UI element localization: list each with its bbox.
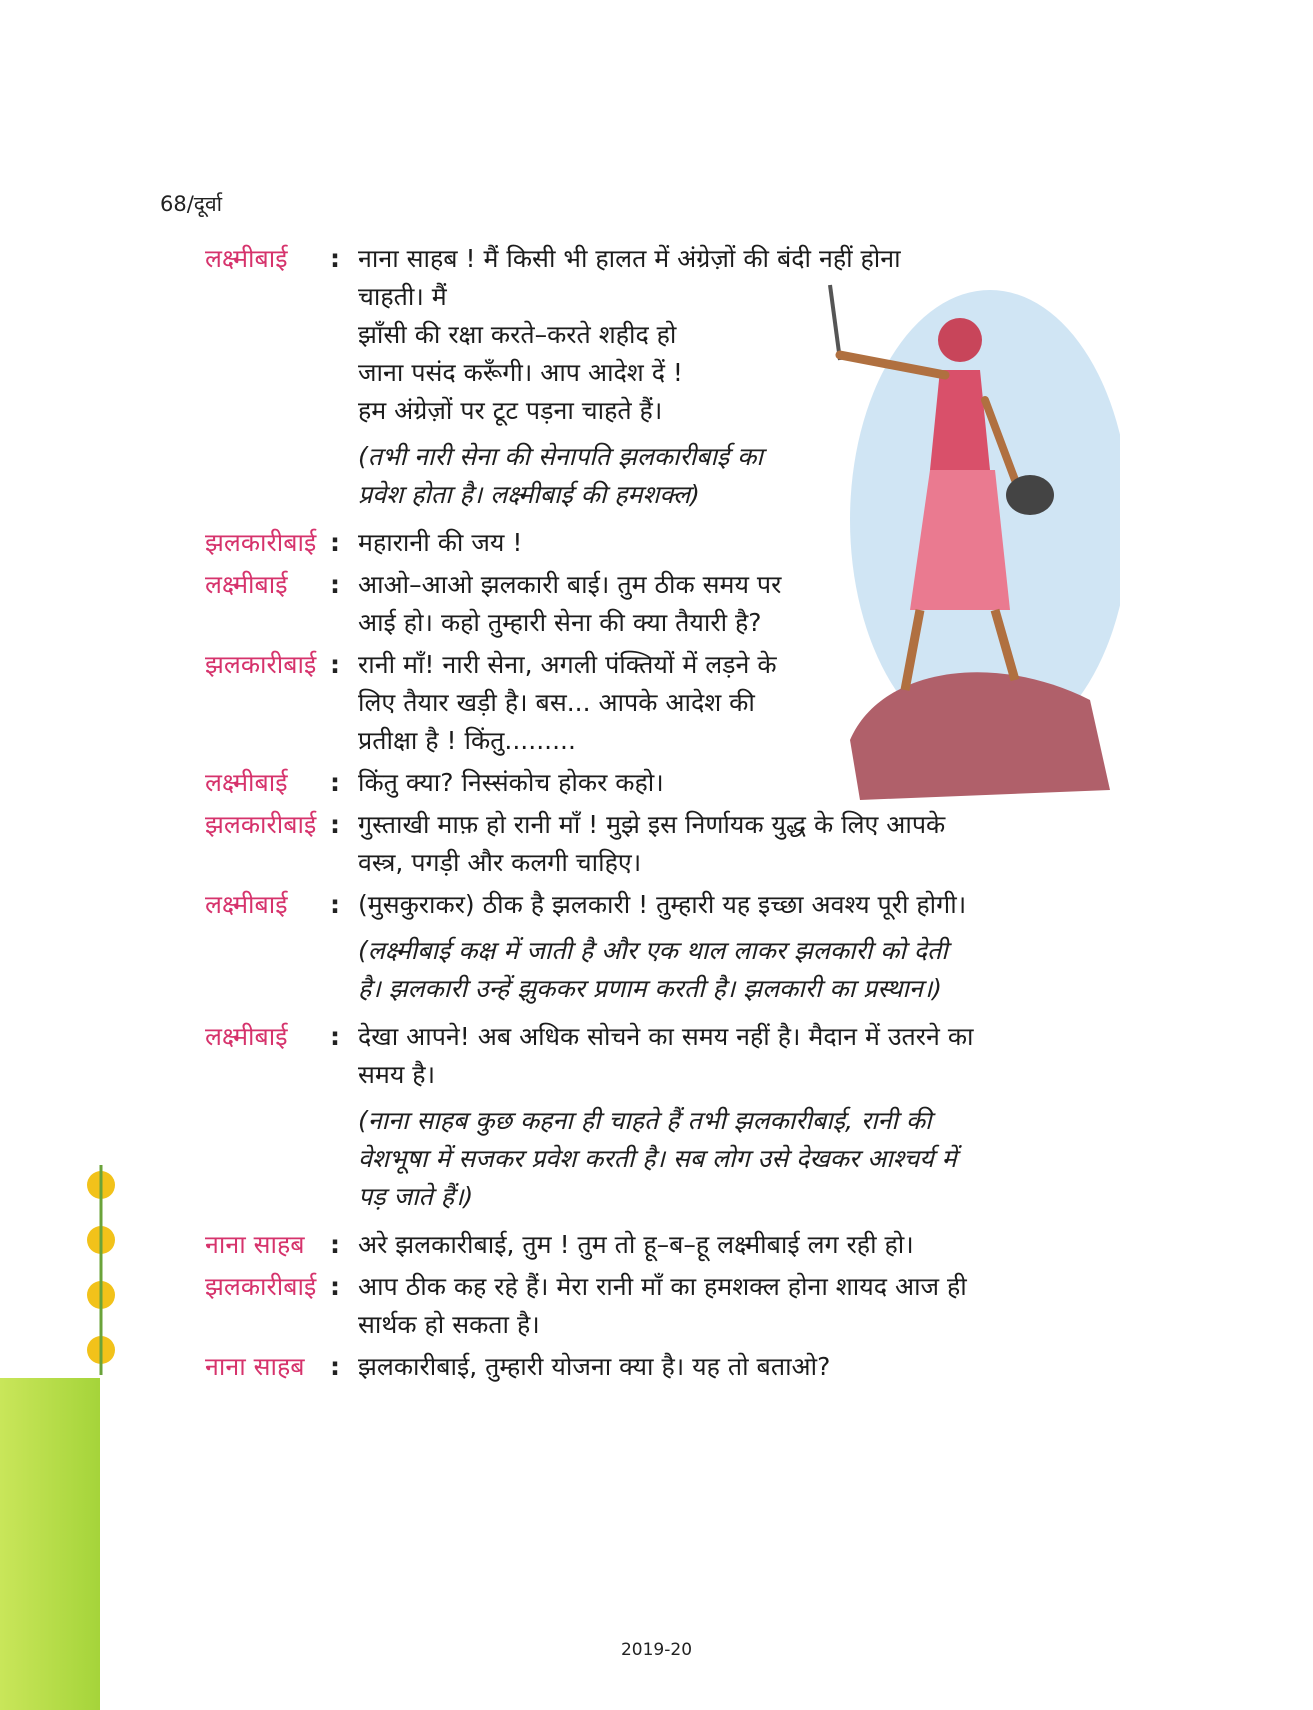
speech-text: (मुसकुराकर) ठीक है झलकारी ! तुम्हारी यह इच्छा अवश्य पूरी होगी। bbox=[358, 890, 967, 919]
dialogue-line: लक्ष्मीबाई : किंतु क्या? निस्संकोच होकर कहो। bbox=[205, 764, 1125, 802]
speech-text: किंतु क्या? निस्संकोच होकर कहो। bbox=[358, 768, 664, 797]
dialogue-line: लक्ष्मीबाई : नाना साहब ! मैं किसी भी हालत में अंग्रेज़ों की बंदी नहीं होना चाहती। मैं झाँसी की रक्षा करते–करते शहीद हो जाना पसंद करूँगी। आप आदेश दें ! हम अंग्रेज़ों पर टूट पड़ना चाहते हैं। bbox=[205, 240, 1125, 430]
dialogue-line: झलकारीबाई : महारानी की जय ! bbox=[205, 524, 1125, 562]
speaker-label: झलकारीबाई bbox=[205, 528, 317, 557]
speech-text: आओ–आओ झलकारी बाई। तुम ठीक समय पर आई हो। कहो तुम्हारी सेना की क्या तैयारी है? bbox=[358, 570, 782, 637]
speaker-label: नाना साहब bbox=[205, 1352, 305, 1381]
dialogue-line: नाना साहब : झलकारीबाई, तुम्हारी योजना क्या है। यह तो बताओ? bbox=[205, 1348, 1125, 1386]
dialogue-line: लक्ष्मीबाई : आओ–आओ झलकारी बाई। तुम ठीक समय पर आई हो। कहो तुम्हारी सेना की क्या तैयारी है? bbox=[205, 566, 1125, 642]
dialogue-line: झलकारीबाई : रानी माँ! नारी सेना, अगली पंक्तियों में लड़ने के लिए तैयार खड़ी है। बस... आपके आदेश की प्रतीक्षा है ! किंतु......... bbox=[205, 646, 1125, 760]
speech-text: देखा आपने! अब अधिक सोचने का समय नहीं है। मैदान में उतरने का समय है। bbox=[358, 1022, 974, 1089]
footer-year: 2019-20 bbox=[620, 1640, 693, 1660]
speaker-label: लक्ष्मीबाई bbox=[205, 570, 288, 599]
speech-text: महारानी की जय ! bbox=[358, 528, 523, 557]
speech-text: गुस्ताखी माफ़ हो रानी माँ ! मुझे इस निर्णायक युद्ध के लिए आपके वस्त्र, पगड़ी और कलगी चाहिए। bbox=[358, 810, 946, 877]
green-page-band bbox=[0, 1378, 100, 1710]
page-number-header: 68/दूर्वा bbox=[160, 192, 223, 216]
speech-text: अरे झलकारीबाई, तुम ! तुम तो हू–ब–हू लक्ष्मीबाई लग रही हो। bbox=[358, 1230, 914, 1259]
speaker-label: लक्ष्मीबाई bbox=[205, 1022, 288, 1051]
stage-direction: (लक्ष्मीबाई कक्ष में जाती है और एक थाल लाकर झलकारी को देती है। झलकारी उन्हें झुककर प्रणाम करती है। झलकारी का प्रस्थान।) bbox=[358, 936, 948, 1003]
stage-direction: (नाना साहब कुछ कहना ही चाहते हैं तभी झलकारीबाई, रानी की वेशभूषा में सजकर प्रवेश करती है। सब लोग उसे देखकर आश्चर्य में पड़ जाते हैं।) bbox=[358, 1106, 957, 1211]
dialogue-line: लक्ष्मीबाई : (मुसकुराकर) ठीक है झलकारी ! तुम्हारी यह इच्छा अवश्य पूरी होगी। bbox=[205, 886, 1125, 924]
dialogue-line: नाना साहब : अरे झलकारीबाई, तुम ! तुम तो हू–ब–हू लक्ष्मीबाई लग रही हो। bbox=[205, 1226, 1125, 1264]
stage-direction: (तभी नारी सेना की सेनापति झलकारीबाई का प्रवेश होता है। लक्ष्मीबाई की हमशक्ल) bbox=[358, 442, 763, 509]
speech-text: झलकारीबाई, तुम्हारी योजना क्या है। यह तो बताओ? bbox=[358, 1352, 831, 1381]
speaker-label: झलकारीबाई bbox=[205, 810, 317, 839]
dialogue-line: झलकारीबाई : गुस्ताखी माफ़ हो रानी माँ ! मुझे इस निर्णायक युद्ध के लिए आपके वस्त्र, पगड़ी और कलगी चाहिए। bbox=[205, 806, 1125, 882]
speaker-label: झलकारीबाई bbox=[205, 1272, 317, 1301]
speaker-label: झलकारीबाई bbox=[205, 650, 317, 679]
speech-text: रानी माँ! नारी सेना, अगली पंक्तियों में लड़ने के लिए तैयार खड़ी है। बस... आपके आदेश की प्रतीक्षा है ! किंतु......... bbox=[358, 650, 777, 755]
speaker-label: लक्ष्मीबाई bbox=[205, 768, 288, 797]
speech-text: नाना साहब ! मैं किसी भी हालत में अंग्रेज़ों की बंदी नहीं होना चाहती। मैं झाँसी की रक्षा करते–करते शहीद हो जाना पसंद करूँगी। आप आदेश दें ! हम अंग्रेज़ों पर टूट पड़ना चाहते हैं। bbox=[358, 244, 901, 425]
dialogue-line: लक्ष्मीबाई : देखा आपने! अब अधिक सोचने का समय नहीं है। मैदान में उतरने का समय है। bbox=[205, 1018, 1125, 1094]
dialogue-block bbox=[205, 240, 1125, 1386]
dialogue-line: झलकारीबाई : आप ठीक कह रहे हैं। मेरा रानी माँ का हमशक्ल होना शायद आज ही सार्थक हो सकता है। bbox=[205, 1268, 1125, 1344]
speaker-label: लक्ष्मीबाई bbox=[205, 890, 288, 919]
flower-decoration bbox=[66, 1160, 136, 1380]
speaker-label: लक्ष्मीबाई bbox=[205, 244, 288, 273]
speaker-label: नाना साहब bbox=[205, 1230, 305, 1259]
speech-text: आप ठीक कह रहे हैं। मेरा रानी माँ का हमशक्ल होना शायद आज ही सार्थक हो सकता है। bbox=[358, 1272, 967, 1339]
